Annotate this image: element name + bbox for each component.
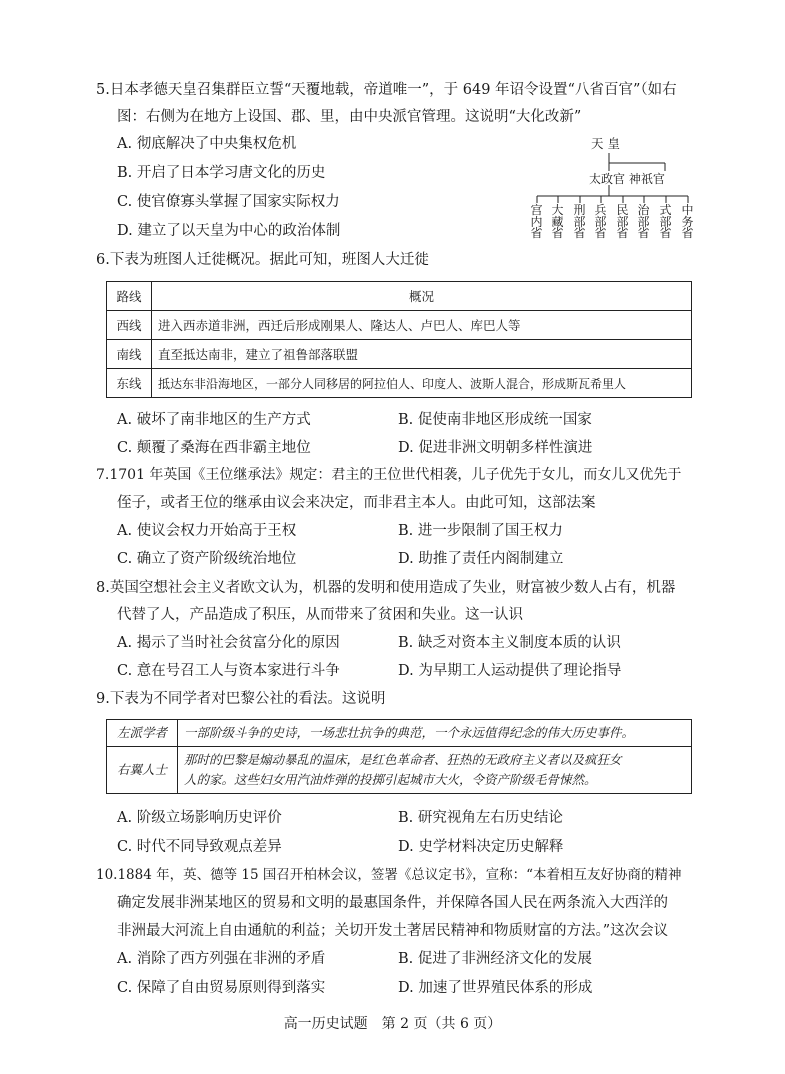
q8-option-a[interactable]: A. 揭示了当时社会贫富分化的原因 [117,635,340,651]
table-cell-view: 一部阶级斗争的史诗，一场悲壮抗争的典范，一个永远值得纪念的伟大历史事件。 [178,720,692,747]
q9-option-c[interactable]: C. 时代不同导致观点差异 [117,839,282,855]
view-line: 那时的巴黎是煽动暴乱的温床，是红色革命者、狂热的无政府主义者以及疯狂女 [184,752,622,767]
table-cell-scholar: 左派学者 [107,720,178,747]
q6-stem: 6.下表为班图人迁徙概况。据此可知，班图人大迁徙 [96,252,429,268]
q10-option-b[interactable]: B. 促进了非洲经济文化的发展 [398,951,592,967]
q6-migration-table [106,281,692,398]
q6-option-a[interactable]: A. 破坏了南非地区的生产方式 [117,412,311,428]
q7-option-b[interactable]: B. 进一步限制了国王权力 [398,523,563,539]
q9-option-d[interactable]: D. 史学材料决定历史解释 [398,839,564,855]
diagram-ministry: 宫 内 省 [530,203,543,240]
q10-stem-line1: 10.1884 年，英、德等 15 国召开柏林会议，签署《总议定书》，宣称：“本着相互友好协商的精神 [96,867,682,883]
table-cell-summary: 进入西赤道非洲，西迁后形成刚果人、隆达人、卢巴人、库巴人等 [152,311,692,340]
q7-stem-line2: 侄子，或者王位的继承由议会来决定，而非君主本人。由此可知，这部法案 [117,495,596,511]
table-row [107,340,692,369]
q8-option-c[interactable]: C. 意在号召工人与资本家进行斗争 [117,663,340,679]
diagram-ministry: 兵 部 省 [594,203,607,240]
view-line: 人的家。这些妇女用汽油炸弹的投掷引起城市大火，令资产阶级毛骨悚然。 [184,772,597,787]
diagram-ministry: 大 藏 省 [551,203,564,240]
q6-option-c[interactable]: C. 颠覆了桑海在西非霸主地位 [117,440,311,456]
table-header-row [107,282,692,311]
table-header-cell: 概况 [152,282,692,311]
table-row [107,311,692,340]
q10-option-a[interactable]: A. 消除了西方列强在非洲的矛盾 [117,951,326,967]
q7-option-c[interactable]: C. 确立了资产阶级统治地位 [117,551,297,567]
q9-option-a[interactable]: A. 阶级立场影响历史评价 [117,810,282,826]
q7-option-a[interactable]: A. 使议会权力开始高于王权 [117,523,297,539]
table-row [107,747,692,794]
eight-ministries-diagram [525,133,700,248]
q7-stem-line1: 7.1701 年英国《王位继承法》规定：君主的王位世代相袭，儿子优先于女儿，而女儿又优先于 [96,467,682,483]
q6-option-d[interactable]: D. 促进非洲文明朝多样性演进 [398,440,593,456]
table-cell-view [178,747,692,794]
q5-option-d[interactable]: D. 建立了以天皇为中心的政治体制 [117,223,341,239]
q10-stem-line3: 非洲最大河流上自由通航的利益；关切开发土著居民精神和物质财富的方法。”这次会议 [117,923,669,939]
diagram-emperor: 天 皇 [591,136,620,151]
q8-option-d[interactable]: D. 为早期工人运动提供了理论指导 [398,663,622,679]
q6-option-b[interactable]: B. 促使南非地区形成统一国家 [398,412,592,428]
table-cell-summary: 直至抵达南非，建立了祖鲁部落联盟 [152,340,692,369]
q5-option-b[interactable]: B. 开启了日本学习唐文化的历史 [117,165,326,181]
diagram-ministry: 中 务 省 [681,203,694,240]
q7-option-d[interactable]: D. 助推了责任内阁制建立 [398,551,564,567]
q5-option-a[interactable]: A. 彻底解决了中央集权危机 [117,136,297,152]
table-row [107,369,692,398]
table-cell-route: 东线 [107,369,152,398]
diagram-ministry: 治 部 省 [637,203,650,240]
table-cell-summary: 抵达东非沿海地区，一部分人同移居的阿拉伯人、印度人、波斯人混合，形成斯瓦希里人 [152,369,692,398]
q5-option-c[interactable]: C. 使官僚寡头掌握了国家实际权力 [117,194,340,210]
table-cell-route: 西线 [107,311,152,340]
table-header-cell: 路线 [107,282,152,311]
table-cell-scholar: 右翼人士 [107,747,178,794]
q9-stem: 9.下表为不同学者对巴黎公社的看法。这说明 [96,691,386,707]
q9-option-b[interactable]: B. 研究视角左右历史结论 [398,810,563,826]
table-cell-route: 南线 [107,340,152,369]
q5-stem-line1: 5.日本孝德天皇召集群臣立誓“天覆地载，帝道唯一”，于 649 年诏令设置“八省百官”（如右 [96,82,677,98]
q10-option-d[interactable]: D. 加速了世界殖民体系的形成 [398,980,593,996]
q5-stem-line2: 图：右侧为在地方上设国、郡、里，由中央派官管理。这说明“大化改新” [117,109,582,125]
diagram-ministry: 刑 部 省 [573,203,586,240]
q8-stem-line2: 代替了人，产品造成了积压，从而带来了贫困和失业。这一认识 [117,607,523,623]
q8-stem-line1: 8.英国空想社会主义者欧文认为，机器的发明和使用造成了失业，财富被少数人占有，机器 [96,580,676,596]
page-footer: 高一历史试题 第 2 页（共 6 页） [283,1016,502,1032]
q9-views-table [106,719,692,794]
diagram-ministry: 式 部 省 [659,203,672,240]
diagram-ministry: 民 部 省 [616,203,629,240]
diagram-councils: 太政官 神祇官 [589,172,665,186]
q10-option-c[interactable]: C. 保障了自由贸易原则得到落实 [117,980,326,996]
q10-stem-line2: 确定发展非洲某地区的贸易和文明的最惠国条件，并保障各国人民在两条流入大西洋的 [117,895,668,911]
q8-option-b[interactable]: B. 缺乏对资本主义制度本质的认识 [398,635,621,651]
table-row [107,720,692,747]
